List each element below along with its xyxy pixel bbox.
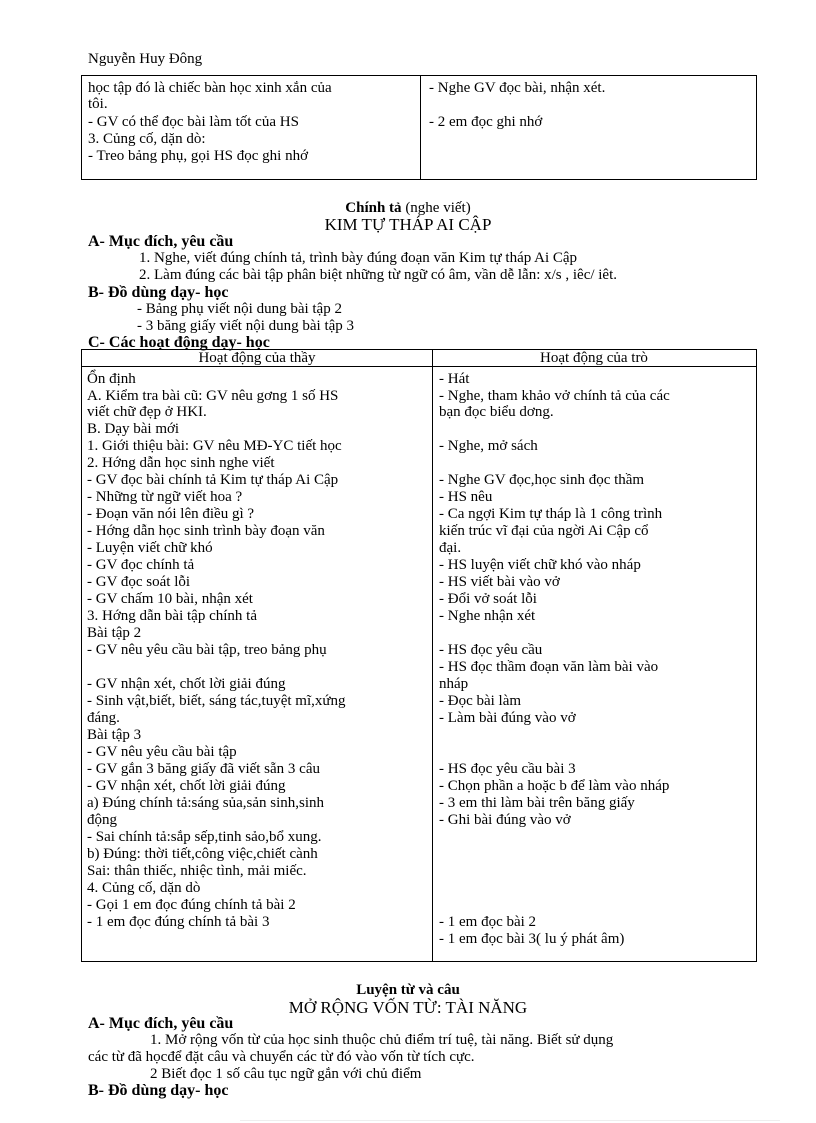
teacher-row: động — [87, 812, 117, 828]
lesson2-subject: Luyện từ và câu — [356, 982, 460, 998]
lesson2-section-a: A- Mục đích, yêu cầu — [88, 1015, 234, 1032]
student-column-header: Hoạt động của trò — [432, 350, 756, 367]
student-row: - Làm bài đúng vào vở — [439, 710, 576, 726]
student-row: - 1 em đọc bài 3( lu ý phát âm) — [439, 931, 625, 947]
table-row: 3. Củng cố, dặn dò: — [88, 131, 206, 147]
teacher-row: - GV nhận xét, chốt lời giải đúng — [87, 676, 286, 692]
student-row: đại. — [439, 540, 462, 556]
student-row: nháp — [439, 676, 469, 692]
lesson1-mode: (nghe viết) — [405, 200, 471, 216]
student-row: - HS luyện viết chữ khó vào nháp — [439, 557, 641, 573]
lesson2-a-item: 1. Mở rộng vốn từ của học sinh thuộc chủ điểm trí tuệ, tài năng. Biết sử dụng — [150, 1032, 614, 1048]
teacher-row: 4. Củng cố, dặn dò — [87, 880, 201, 896]
teacher-row: - GV nhận xét, chốt lời giải đúng — [87, 778, 286, 794]
student-row: - 1 em đọc bài 2 — [439, 914, 537, 930]
teacher-row: - Đoạn văn nói lên điều gì ? — [87, 506, 255, 522]
teacher-row: - GV đọc bài chính tả Kim tự tháp Ai Cập — [87, 472, 339, 488]
lesson1-title: KIM TỰ THÁP AI CẬP — [324, 215, 492, 234]
teacher-row: - GV nêu yêu cầu bài tập — [87, 744, 237, 760]
teacher-row: 3. Hớng dẫn bài tập chính tả — [87, 608, 257, 624]
student-row: - Nghe GV đọc,học sinh đọc thầm — [439, 472, 645, 488]
lesson1-a-item: 2. Làm đúng các bài tập phân biệt những từ ngữ có âm, vần dễ lẫn: x/s , iêc/ iêt. — [139, 267, 618, 283]
student-row: - Nghe nhận xét — [439, 608, 536, 624]
teacher-row: - GV gắn 3 băng giấy đã viết sẵn 3 câu — [87, 761, 320, 777]
author-name: Nguyễn Huy Đông — [88, 51, 203, 67]
lesson1-b-item: - 3 băng giấy viết nội dung bài tập 3 — [137, 318, 355, 334]
teacher-row: Bài tập 3 — [87, 727, 142, 743]
student-row: - HS đọc yêu cầu bài 3 — [439, 761, 576, 777]
teacher-row: b) Đúng: thời tiết,công việc,chiết cành — [87, 846, 318, 862]
teacher-row: - Sinh vật,biết, biết, sáng tác,tuyệt mĩ,xứng — [87, 693, 346, 709]
teacher-row: 2. Hớng dẫn học sinh nghe viết — [87, 455, 275, 471]
lesson2-title: MỞ RỘNG VỐN TỪ: TÀI NĂNG — [288, 998, 528, 1017]
student-row: - Ca ngợi Kim tự tháp là 1 công trình — [439, 506, 663, 522]
student-row: - Nghe, mở sách — [439, 438, 538, 454]
teacher-row: - Những từ ngữ viết hoa ? — [87, 489, 243, 505]
student-row: - Nghe, tham khảo vở chính tả của các — [439, 388, 670, 404]
lesson2-a-item: các từ đã họcđể đặt câu và chuyển các từ đó vào vốn từ tích cực. — [88, 1049, 475, 1065]
teacher-row: viết chữ đẹp ở HKI. — [87, 404, 207, 420]
teacher-row: - GV nêu yêu cầu bài tập, treo bảng phụ — [87, 642, 327, 658]
teacher-row: - GV đọc soát lỗi — [87, 574, 191, 590]
student-row: kiến trúc vĩ đại của ngời Ai Cập cổ — [439, 523, 649, 539]
teacher-row: A. Kiểm tra bài cũ: GV nêu gơng 1 số HS — [87, 388, 339, 404]
teacher-row: B. Dạy bài mới — [87, 421, 180, 437]
lesson1-section-a: A- Mục đích, yêu cầu — [88, 233, 234, 250]
lesson1-a-item: 1. Nghe, viết đúng chính tả, trình bày đúng đoạn văn Kim tự tháp Ai Cập — [139, 250, 578, 266]
teacher-column-header: Hoạt động của thầy — [82, 350, 432, 367]
table-row: - Treo bảng phụ, gọi HS đọc ghi nhớ — [88, 148, 309, 164]
student-row: - HS đọc yêu cầu — [439, 642, 543, 658]
teacher-row: - GV đọc chính tả — [87, 557, 195, 573]
student-row: - 3 em thi làm bài trên băng giấy — [439, 795, 635, 811]
column-divider — [432, 350, 433, 961]
table-row: tôi. — [88, 96, 108, 112]
table-row: - 2 em đọc ghi nhớ — [429, 114, 543, 130]
teacher-row: - Gọi 1 em đọc đúng chính tả bài 2 — [87, 897, 296, 913]
student-row: - Đọc bài làm — [439, 693, 522, 709]
lesson1-section-b: B- Đồ dùng dạy- học — [88, 284, 229, 301]
student-row: - HS đọc thầm đoạn văn làm bài vào — [439, 659, 659, 675]
teacher-row: - Luyện viết chữ khó — [87, 540, 213, 556]
teacher-row: Bài tập 2 — [87, 625, 142, 641]
teacher-row: - GV chấm 10 bài, nhận xét — [87, 591, 253, 607]
lesson1-b-item: - Bảng phụ viết nội dung bài tập 2 — [137, 301, 342, 317]
continuation-teacher-column — [82, 76, 421, 179]
student-row: - HS nêu — [439, 489, 493, 505]
activities-table — [81, 349, 757, 962]
table-row: học tập đó là chiếc bàn học xinh xắn của — [88, 80, 332, 96]
teacher-row: Ổn định — [87, 371, 136, 387]
continuation-student-column — [420, 76, 756, 179]
student-row: - Ghi bài đúng vào vở — [439, 812, 571, 828]
teacher-row: - Sai chính tả:sắp sếp,tinh sảo,bổ xung. — [87, 829, 322, 845]
teacher-row: a) Đúng chính tả:sáng sủa,sản sinh,sinh — [87, 795, 325, 811]
student-row: - Hát — [439, 371, 470, 387]
lesson1-section-c: C- Các hoạt động dạy- học — [88, 334, 270, 351]
student-row: - Đổi vở soát lỗi — [439, 591, 537, 607]
lesson1-subject: Chính tả — [345, 200, 402, 216]
teacher-row: Sai: thân thiếc, nhiệc tình, mải miếc. — [87, 863, 307, 879]
student-row: bạn đọc biểu dơng. — [439, 404, 554, 420]
student-row: - HS viết bài vào vở — [439, 574, 560, 590]
continuation-table — [81, 75, 757, 180]
teacher-row: 1. Giới thiệu bài: GV nêu MĐ-YC tiết học — [87, 438, 342, 454]
lesson2-a-item: 2 Biết đọc 1 số câu tục ngữ gắn với chủ điểm — [150, 1066, 422, 1082]
lesson2-section-b: B- Đồ dùng dạy- học — [88, 1082, 229, 1099]
table-row: - Nghe GV đọc bài, nhận xét. — [429, 80, 606, 96]
teacher-row: - 1 em đọc đúng chính tả bài 3 — [87, 914, 270, 930]
student-row: - Chọn phần a hoặc b để làm vào nháp — [439, 778, 670, 794]
table-row: - GV có thể đọc bài làm tốt của HS — [88, 114, 299, 130]
teacher-row: đáng. — [87, 710, 120, 726]
teacher-row: - Hớng dẫn học sinh trình bày đoạn văn — [87, 523, 325, 539]
page-divider — [240, 1120, 780, 1121]
